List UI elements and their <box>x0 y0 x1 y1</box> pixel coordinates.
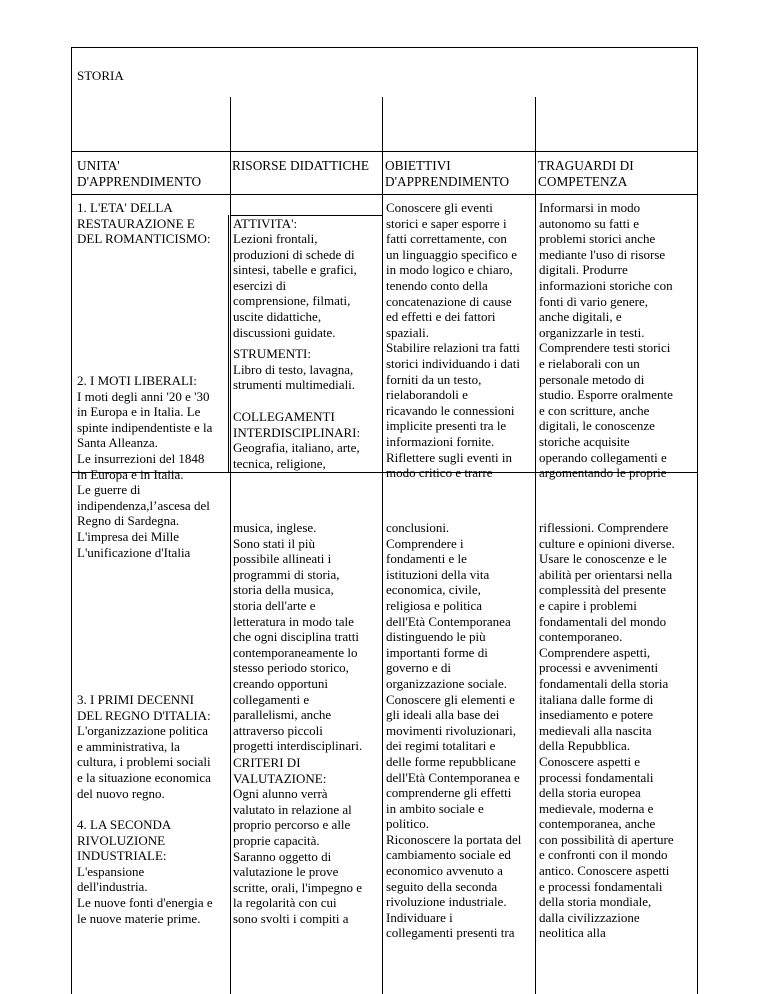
header-unita: UNITA' D'APPRENDIMENTO <box>77 158 202 189</box>
strumenti-text: STRUMENTI: Libro di testo, lavagna, strumenti multimediali. <box>233 346 356 393</box>
traguardi-2: riflessioni. Comprendere culture e opinioni diverse. Usare le conoscenze e le abilità per orientarsi nella complessità del presente e capire i problemi fondamentali del mondo contemporaneo. Comprendere aspetti, processi e avvenimenti fondamentali della storia italiana dalle forme di insediamento e potere medievali alla nascita della Repubblica. Conoscere aspetti e processi fondamentali della storia europea medievale, moderna e contemporanea, anche con possibilità di aperture e confronti con il mondo antico. Conoscere aspetti e processi fondamentali della storia mondiale, dalla civilizzazione neolitica alla <box>539 520 675 941</box>
unita-2: 2. I MOTI LIBERALI: I moti degli anni '20 e '30 in Europa e in Italia. Le spinte indipendentiste e la Santa Alleanza. Le insurrezioni del 1848 in Europa e in Italia. Le guerre di indipendenza,l’ascesa del Regno di Sardegna. L'impresa dei Mille L'unificazione d'Italia <box>77 373 213 560</box>
table-left-border <box>71 47 72 994</box>
column-divider-3 <box>535 97 536 994</box>
unita-3: 3. I PRIMI DECENNI DEL REGNO D'ITALIA: L'organizzazione politica e amministrativa, la cultura, i problemi sociali e la situazione economica del nuovo regno. <box>77 692 211 801</box>
risorse-2: musica, inglese. Sono stati il più possibile allineati i programmi di storia, storia della musica, storia dell'arte e letteratura in modo tale che ogni disciplina tratti contemporaneamente lo stesso periodo storico, creando opportuni collegamenti e parallelismi, anche attraverso piccoli progetti interdisciplinari. <box>233 520 363 754</box>
collegamenti-text: COLLEGAMENTI INTERDISCIPLINARI: Geografia, italiano, arte, tecnica, religione, <box>233 409 361 471</box>
header-traguardi: TRAGUARDI DI COMPETENZA <box>538 158 634 189</box>
obiettivi-1: Conoscere gli eventi storici e saper esporre i fatti correttamente, con un linguaggio specifico e in modo logico e chiaro, tenendo conto della concatenazione di cause ed effetti e dei fattori spaziali. Stabilire relazioni tra fatti storici individuando i dati forniti da un testo, rielaborandoli e ricavando le connessioni implicite presenti tra le informazioni fornite. Riflettere sugli eventi in modo critico e trarre <box>386 200 520 481</box>
criteri-text: CRITERI DI VALUTAZIONE: Ogni alunno verrà valutato in relazione al proprio percorso e alle proprie capacità. Saranno oggetto di valutazione le prove scritte, orali, l'impegno e la regolarità con cui sono svolti i compiti a <box>233 755 363 926</box>
unita-4: 4. LA SECONDA RIVOLUZIONE INDUSTRIALE: L'espansione dell'industria. Le nuove fonti d'energia e le nuove materie prime. <box>77 817 213 926</box>
column-divider-1 <box>230 97 231 994</box>
header-obiettivi: OBIETTIVI D'APPRENDIMENTO <box>385 158 510 189</box>
unita-1: 1. L'ETA' DELLA RESTAURAZIONE E DEL ROMANTICISMO: <box>77 200 211 247</box>
column-divider-2 <box>382 97 383 994</box>
title-row-bottom-border <box>71 151 698 152</box>
traguardi-1: Informarsi in modo autonomo su fatti e problemi storici anche mediante l'uso di risorse digitali. Produrre informazioni storiche con fonti di vario genere, anche digitali, e organizzarle in testi. Comprendere testi storici e rielaborali con un personale metodo di studio. Esporre oralmente e con scritture, anche digitali, le conoscenze storiche acquisite operando collegamenti e argomentando le proprie <box>539 200 673 481</box>
header-row-bottom-border <box>71 194 698 195</box>
header-risorse: RISORSE DIDATTICHE <box>232 158 370 173</box>
attivita-title: ATTIVITA': <box>233 216 298 231</box>
obiettivi-2: conclusioni. Comprendere i fondamenti e le istituzioni della vita economica, civile, religiosa e politica dell'Età Contemporanea distinguendo le più importanti forme di governo e di organizzazione sociale. Conoscere gli elementi e gli ideali alla base dei movimenti rivoluzionari, dei regimi totalitari e delle forme repubblicane dell'Età Contemporanea e comprenderne gli effetti in ambito sociale e politico. Riconoscere la portata del cambiamento sociale ed economico avvenuto a seguito della seconda rivoluzione industriale. Individuare i collegamenti presenti tra <box>386 520 522 941</box>
unita-gap-left <box>228 215 229 472</box>
attivita-text: Lezioni frontali, produzioni di schede di sintesi, tabelle e grafici, esercizi di comprensione, filmati, uscite didattiche, discussioni guidate. <box>233 231 357 340</box>
table-top-border <box>71 47 698 48</box>
section-title: STORIA <box>77 68 124 83</box>
table-right-border <box>697 47 698 994</box>
